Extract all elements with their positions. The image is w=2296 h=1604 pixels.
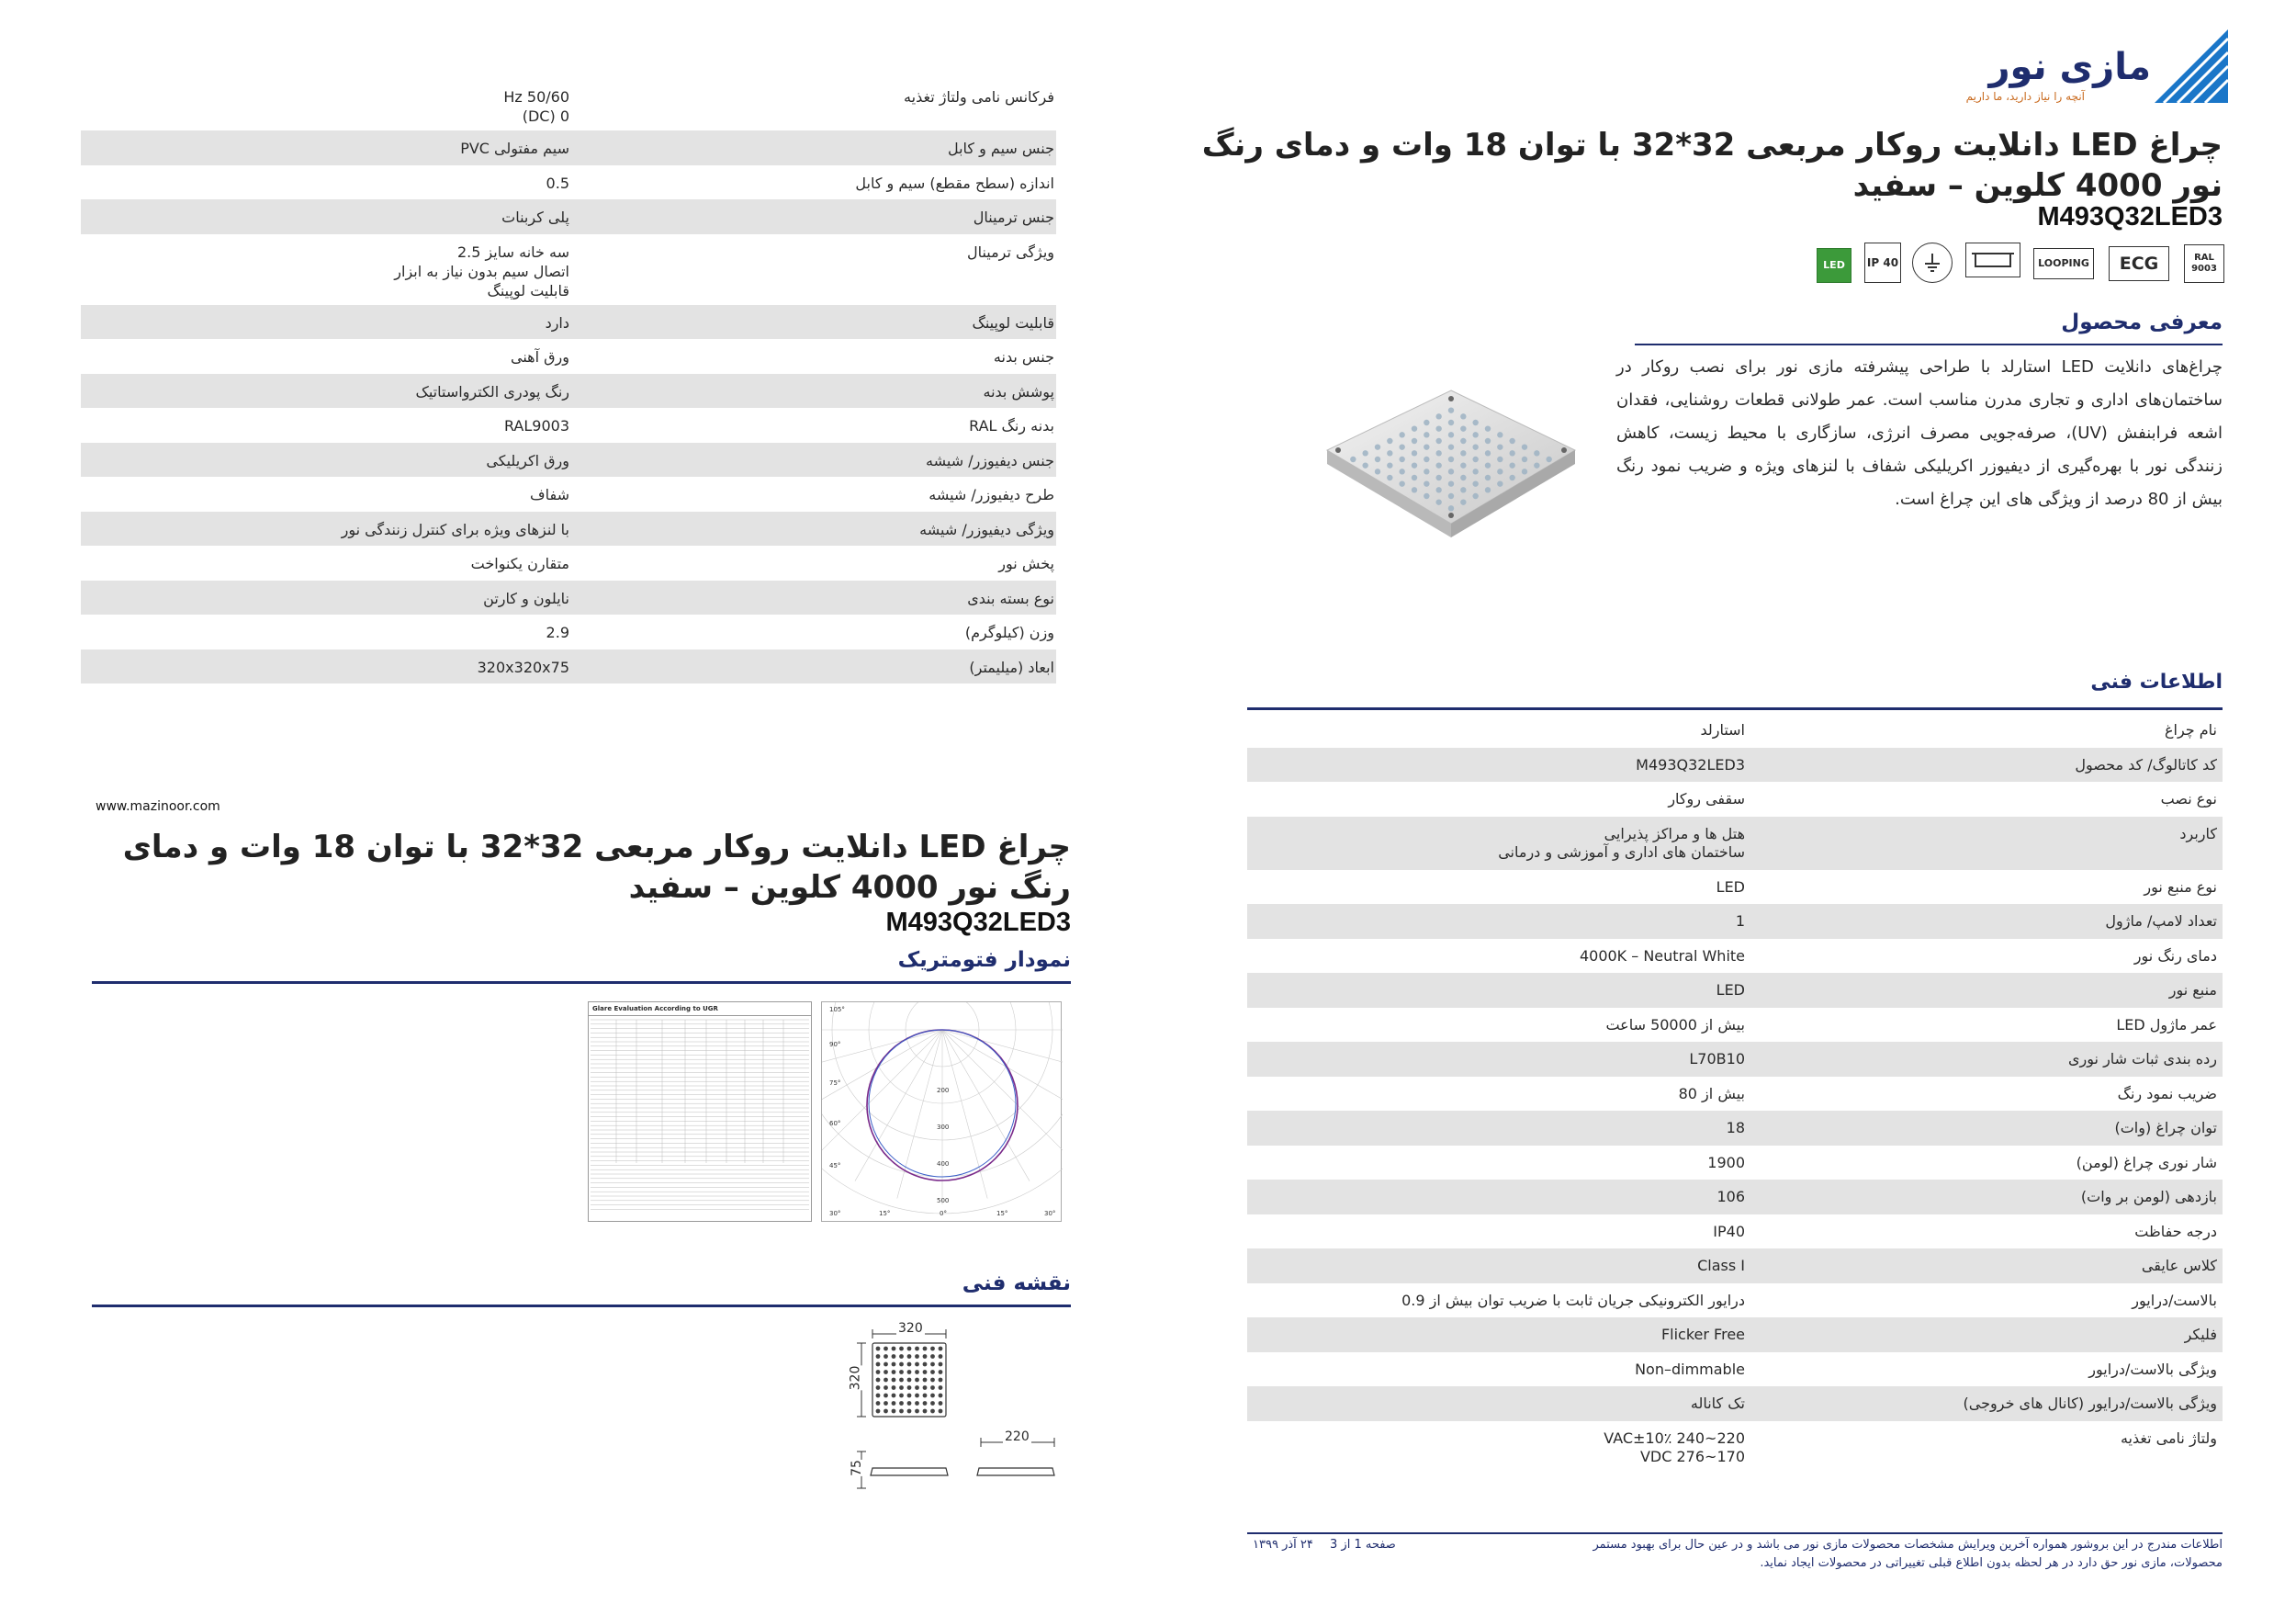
website-link[interactable]: www.mazinoor.com xyxy=(96,799,220,814)
tech-row xyxy=(1247,1008,2223,1043)
spec-row-value: 0.5 xyxy=(546,174,569,192)
tech-row-label: دمای رنگ نور xyxy=(2133,946,2217,965)
tech-row-value: بیش از 80 xyxy=(1678,1084,1745,1102)
spec-row-label: جنس بدنه xyxy=(993,348,1054,366)
product-code-2: M493Q32LED3 xyxy=(885,908,1071,937)
intro-heading: معرفی محصول xyxy=(2061,311,2223,334)
polar-angle-label: 15° xyxy=(996,1210,1008,1217)
spec-row-label: پخش نور xyxy=(998,555,1054,572)
spec-row xyxy=(81,408,1056,443)
intro-text: چراغ‌های دانلایت LED استارلد با طراحی پیشرفته مازی نور برای نصب روکار در ساختمان‌های اداری و تجاری مدرن مناسب است. عمر طولانی قطعات روشنایی، فقدان اشعه فرابنفش (UV)، صرفه‌جویی مصرف انرژی، سازگاری با محیط زیست، کاهش زنندگی نور با بهره‌گیری از دیفیوزر اکریلیکی شفاف با لنزهای ویژه و ضریب نمود رنگ بیش از 80 درصد از ویژگی های این چراغ است. xyxy=(1616,357,2223,509)
tech-row-label: ویژگی بالاست/درایور xyxy=(2088,1360,2217,1378)
ip40-icon: IP 40 xyxy=(1864,243,1901,283)
product-code: M493Q32LED3 xyxy=(2037,202,2223,232)
tech-row-label: توان چراغ (وات) xyxy=(2114,1119,2217,1136)
ugr-grid xyxy=(589,1016,811,1218)
spec-row-value: رنگ پودری الکترواستاتیک xyxy=(415,382,569,401)
polar-angle-label: 75° xyxy=(829,1079,841,1087)
spec-row-label: بدنه رنگ RAL xyxy=(969,417,1054,435)
tech-row-value: Flicker Free xyxy=(1660,1326,1745,1343)
tech-row xyxy=(1247,904,2223,939)
spec-row xyxy=(81,477,1056,512)
ral-icon: RAL 9003 xyxy=(2184,244,2224,283)
tech-row xyxy=(1247,748,2223,783)
spec-row xyxy=(81,374,1056,409)
spec-row-label: جنس دیفیوزر/ شیشه xyxy=(926,451,1054,469)
spec-row-value: دارد xyxy=(545,313,569,332)
spec-row xyxy=(81,546,1056,581)
polar-angle-label: 60° xyxy=(829,1120,841,1127)
tech-row-value: سقفی روکار xyxy=(1668,790,1745,808)
ecg-icon: ECG xyxy=(2109,246,2169,281)
intro-rule xyxy=(1635,344,2223,345)
tech-row-value: LED xyxy=(1716,877,1745,896)
spec-row-label: جنس سیم و کابل xyxy=(947,140,1054,157)
polar-angle-label: 15° xyxy=(879,1210,891,1217)
tech-row-label: رده بندی ثبات شار نوری xyxy=(2068,1050,2217,1067)
spec-row-label: فرکانس نامی ولتاژ تغذیه xyxy=(904,88,1054,106)
tech-row-value: هتل ها و مراکز پذیرایی ساختمان های اداری و آموزشی و درمانی xyxy=(1498,824,1745,861)
tech-row xyxy=(1247,1421,2223,1474)
polar-angle-label: 0° xyxy=(940,1210,947,1217)
spec-row xyxy=(81,234,1056,305)
tech-row xyxy=(1247,782,2223,817)
tech-row-value: استارلد xyxy=(1700,721,1745,739)
tech-row-value: 106 xyxy=(1716,1188,1745,1205)
tech-row-label: نوع منبع نور xyxy=(2144,877,2217,896)
tech-row-label: بالاست/درایور xyxy=(2132,1291,2217,1309)
spec-row xyxy=(81,305,1056,340)
spec-row-value: پلی کربنات xyxy=(501,209,569,226)
tech-row-label: ویژگی بالاست/درایور (کانال های خروجی) xyxy=(1963,1395,2217,1412)
drawing-heading: نقشه فنی xyxy=(962,1271,1071,1295)
looping-icon: LOOPING xyxy=(2033,248,2094,279)
brand-logo xyxy=(1965,26,2232,108)
ugr-title: Glare Evaluation According to UGR xyxy=(589,1002,811,1016)
spec-row-value: 50/60 Hz 0 (DC) xyxy=(503,88,569,125)
tech-row xyxy=(1247,1111,2223,1146)
led-icon: LED xyxy=(1817,248,1851,283)
footer-rule xyxy=(1247,1532,2223,1534)
tech-row xyxy=(1247,1352,2223,1387)
tech-row xyxy=(1247,1283,2223,1318)
tech-row-value: 18 xyxy=(1726,1119,1745,1136)
polar-angle-label: 30° xyxy=(1044,1210,1056,1217)
tech-row-label: درجه حفاظت xyxy=(2134,1222,2217,1240)
polar-angle-label: 30° xyxy=(829,1210,841,1217)
tech-row-value: 4000K – Neutral White xyxy=(1579,946,1745,965)
polar-radial-label: 500 xyxy=(937,1197,950,1204)
spec-row-value: شفاف xyxy=(530,486,569,503)
spec-row-label: طرح دیفیوزر/ شیشه xyxy=(929,486,1054,503)
tech-row xyxy=(1247,1077,2223,1112)
tech-row-label: منبع نور xyxy=(2168,981,2217,999)
photometric-rule xyxy=(92,981,1071,984)
tech-row-value: Class I xyxy=(1697,1257,1745,1274)
spec-row xyxy=(81,650,1056,684)
footer-disclaimer-2: محصولات، مازی نور حق دارد در هر لحظه بدون اطلاع قبلی تغییراتی در محصولات ایجاد نماید. xyxy=(1760,1556,2223,1570)
product-title-2: چراغ LED دانلایت روکار مربعی 32*32 با توان 18 وات و دمای رنگ نور 4000 کلوین – سفید xyxy=(122,829,1071,906)
footer-date: ۲۴ آذر ۱۳۹۹ xyxy=(1253,1538,1313,1552)
logo-text: مازی نور xyxy=(1988,46,2151,88)
spec-row xyxy=(81,512,1056,547)
spec-row-value: 320x320x75 xyxy=(477,658,569,676)
spec-row xyxy=(81,581,1056,616)
spec-row-value: RAL9003 xyxy=(503,417,569,435)
polar-radial-label: 200 xyxy=(937,1087,950,1094)
tech-row xyxy=(1247,973,2223,1008)
spec-row-value: سیم مفتولی PVC xyxy=(460,140,569,157)
product-photo xyxy=(1322,386,1580,542)
tech-row-value: M493Q32LED3 xyxy=(1636,755,1745,774)
logo-tagline: آنچه را نیاز دارید، ما داریم xyxy=(1965,90,2085,103)
product-title: چراغ LED دانلایت روکار مربعی 32*32 با توان 18 وات و دمای رنگ نور 4000 کلوین – سفید xyxy=(1201,127,2223,204)
spec-row-value: ورق آهنی xyxy=(511,348,569,366)
polar-radial-label: 400 xyxy=(937,1160,950,1168)
tech-row xyxy=(1247,870,2223,905)
spec-row-value: با لنزهای ویژه برای کنترل زنندگی نور xyxy=(341,520,569,538)
footer-disclaimer-1: اطلاعات مندرج در این بروشور همواره آخرین ویرایش مشخصات محصولات مازی نور می باشد و در عین حال برای بهبود مستمر xyxy=(1593,1538,2223,1552)
tech-row-value: L70B10 xyxy=(1689,1050,1745,1067)
spec-row-label: پوشش بدنه xyxy=(983,382,1054,401)
polar-angle-label: 90° xyxy=(829,1041,841,1048)
tech-row xyxy=(1247,1180,2223,1214)
spec-row xyxy=(81,199,1056,234)
tech-row-label: ضریب نمود رنگ xyxy=(2117,1084,2217,1102)
spec-row-value: نایلون و کارتن xyxy=(483,589,569,607)
spec-row xyxy=(81,130,1056,165)
tech-row-label: تعداد لامپ/ ماژول xyxy=(2105,912,2217,930)
technical-drawing xyxy=(845,1314,1065,1497)
spec-row-value: متقارن یکنواخت xyxy=(470,555,569,572)
logo-mark-icon xyxy=(2155,29,2228,103)
tech-row-value: Non–dimmable xyxy=(1635,1360,1745,1378)
tech-row xyxy=(1247,1386,2223,1421)
dim-height: 75 xyxy=(849,1460,864,1476)
tech-row xyxy=(1247,1214,2223,1249)
tech-row-value: بیش از 50000 ساعت xyxy=(1605,1015,1745,1034)
spec-row xyxy=(81,615,1056,650)
spec-row-value: 2.9 xyxy=(546,624,569,641)
tech-row-label: کاربرد xyxy=(2179,824,2217,842)
tech-row-value: IP40 xyxy=(1713,1222,1745,1240)
earth-icon xyxy=(1912,243,1953,283)
spec-row-label: ویژگی ترمینال xyxy=(966,243,1054,261)
spec-row-label: قابلیت لوپینگ xyxy=(972,313,1054,332)
polar-angle-label: 105° xyxy=(829,1006,845,1013)
tech-row-value: LED xyxy=(1716,981,1745,999)
drawing-rule xyxy=(92,1305,1071,1307)
tech-row-label: بازدهی (لومن بر وات) xyxy=(2080,1188,2217,1205)
polar-angle-label: 45° xyxy=(829,1162,841,1169)
tech-row-label: کلاس عایقی xyxy=(2141,1257,2217,1274)
recessed-icon xyxy=(1965,243,2020,277)
tech-row-label: کد کاتالوگ/ کد محصول xyxy=(2075,755,2217,774)
spec-row xyxy=(81,443,1056,478)
tech-row xyxy=(1247,1248,2223,1283)
spec-row-value: ورق اکریلیکی xyxy=(486,451,569,469)
footer-page: صفحه 1 از 3 xyxy=(1330,1538,1396,1552)
tech-row-label: فلیکر xyxy=(2184,1326,2217,1343)
tech-row-value: درایور الکترونیکی جریان ثابت با ضریب توان بیش از 0.9 xyxy=(1401,1291,1745,1309)
tech-row-label: نوع نصب xyxy=(2160,790,2217,808)
tech-row-value: تک کاناله xyxy=(1690,1395,1745,1412)
spec-row-label: ابعاد (میلیمتر) xyxy=(969,658,1054,676)
dim-width: 320 xyxy=(898,1321,923,1336)
ugr-table xyxy=(588,1001,812,1222)
tech-row-label: عمر ماژول LED xyxy=(2116,1015,2217,1034)
tech-row xyxy=(1247,713,2223,748)
tech-row xyxy=(1247,817,2223,870)
tech-heading: اطلاعات فنی xyxy=(2090,671,2223,694)
tech-rule xyxy=(1247,707,2223,710)
tech-row-label: ولتاژ نامی تغذیه xyxy=(2120,1429,2217,1447)
tech-row-value: 220~240 VAC±10٪ 170~276 VDC xyxy=(1604,1429,1745,1465)
tech-row xyxy=(1247,939,2223,974)
spec-row-label: جنس ترمینال xyxy=(973,209,1054,226)
spec-row-value: سه خانه سایز 2.5 اتصال سیم بدون نیاز به ابزار قابلیت لوپینگ xyxy=(394,243,569,299)
tech-row xyxy=(1247,1146,2223,1180)
spec-row xyxy=(81,165,1056,200)
dim-mount: 220 xyxy=(1005,1429,1030,1444)
tech-row-value: 1900 xyxy=(1707,1153,1745,1171)
photometric-heading: نمودار فتومتریک xyxy=(897,948,1071,972)
spec-row xyxy=(81,339,1056,374)
tech-row xyxy=(1247,1317,2223,1352)
tech-row-label: نام چراغ xyxy=(2164,721,2217,739)
spec-row-label: نوع بسته بندی xyxy=(967,589,1054,607)
polar-radial-label: 300 xyxy=(937,1124,950,1131)
spec-row-label: ویژگی دیفیوزر/ شیشه xyxy=(919,520,1054,538)
spec-row xyxy=(81,79,1056,130)
spec-row-label: وزن (کیلوگرم) xyxy=(964,624,1054,641)
tech-row-label: شار نوری چراغ (لومن) xyxy=(2076,1153,2217,1171)
dim-depth: 320 xyxy=(848,1365,863,1391)
polar-diagram xyxy=(821,1001,1062,1222)
spec-row-label: اندازه (سطح مقطع) سیم و کابل xyxy=(855,174,1054,192)
tech-row-value: 1 xyxy=(1735,912,1745,930)
tech-row xyxy=(1247,1042,2223,1077)
